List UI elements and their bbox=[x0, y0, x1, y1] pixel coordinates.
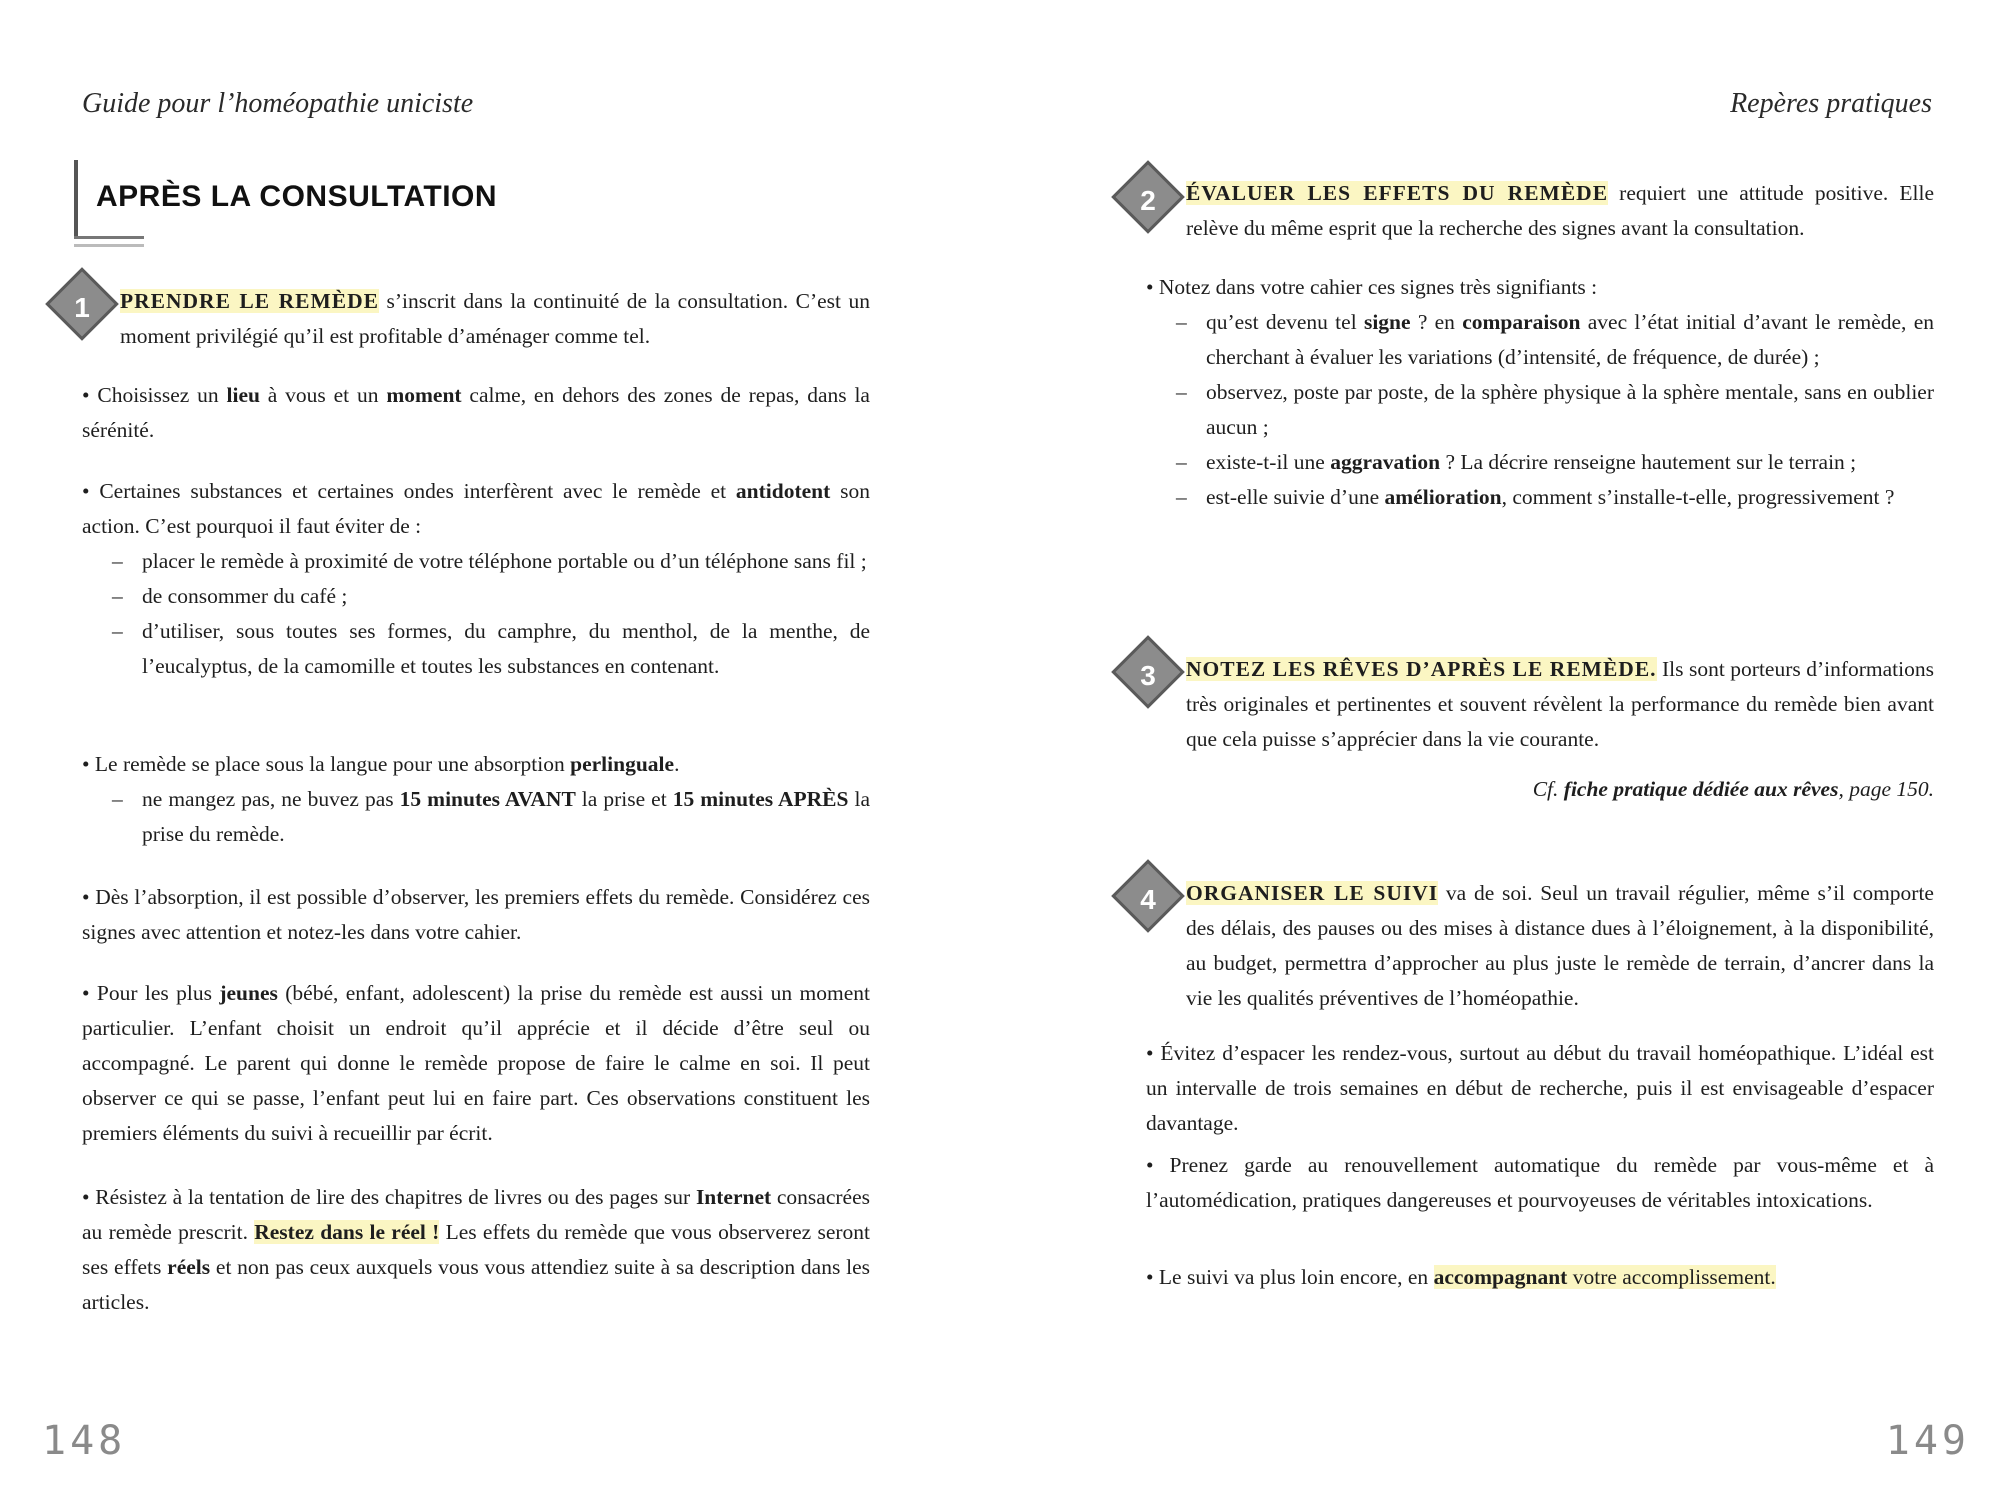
antidote-list bbox=[82, 544, 870, 684]
step-4-heading: ORGANISER LE SUIVI bbox=[1186, 881, 1439, 905]
step-3-text: Ils sont porteurs d’informations très originales et pertinentes et souvent révèlent la performance du remède bien avant que cela puisse s’apprécier dans la vie courante. bbox=[1186, 657, 1934, 751]
step-2-text: requiert une attitude positive. Elle relève du même esprit que la recherche des signes avant la consultation. bbox=[1186, 181, 1934, 240]
bullet-jeunes: • Pour les plus jeunes (bébé, enfant, adolescent) la prise du remède est aussi un moment particulier. L’enfant choisit un endroit qu’il apprécie et il décide d’être seul ou accompagné. Le parent qui donne le remède propose de faire le calme en soi. Il peut observer ce qui se passe, l’enfant peut lui en faire part. Ces observations constituent les premiers éléments du suivi à recueillir par écrit. bbox=[82, 981, 870, 1145]
page-number: 149 bbox=[1885, 1418, 1970, 1464]
bullet-signes: • Notez dans votre cahier ces signes très signifiants : – qu’est devenu tel signe ? en comparaison avec l’état initial d’avant le remède, en cherchant à évaluer les variations (d’intensité, de fréquence, de durée) ; – observez, poste par poste, de la sphère physique à la sphère mentale, sans en oublier aucun ; – existe-t-il une aggravation ? La décrire renseigne hautement sur le terrain ; – est-elle suivie d’une amélioration, comment s’installe-t-elle, progressivement ? bbox=[1146, 270, 1934, 515]
keyword: moment bbox=[386, 383, 462, 407]
bullet-lieu-moment: • Choisissez un lieu à vous et un moment calme, en dehors des zones de repas, dans la sérénité. bbox=[82, 383, 870, 442]
step-1-paragraph bbox=[120, 284, 870, 354]
page-number: 148 bbox=[42, 1418, 127, 1464]
keyword: lieu bbox=[226, 383, 260, 407]
step-badge-1 bbox=[45, 267, 119, 341]
bullet-accompagnement: • Le suivi va plus loin encore, en accompagnant votre accomplissement. bbox=[1146, 1265, 1776, 1289]
step-4-text: va de soi. Seul un travail régulier, même s’il comporte des délais, des pauses ou des mises à distance dues à l’éloignement, à la disponibilité, au budget, permettra d’approcher au plus juste le remède de terrain, d’ancrer dans la vie les qualités préventives de l’homéopathie. bbox=[1186, 881, 1934, 1010]
section-rule-secondary bbox=[74, 244, 144, 247]
bullet-internet: • Résistez à la tentation de lire des chapitres de livres ou des pages sur Internet consacrées au remède prescrit. Restez dans le réel ! Les effets du remède que vous observerez seront ses effets réels et non pas ceux auxquels vous vous attendiez suite à sa description dans les articles. bbox=[82, 1185, 870, 1314]
list-item: – d’utiliser, sous toutes ses formes, du camphre, du menthol, de la menthe, de l’eucalyptus, de la camomille et toutes les substances en contenant. bbox=[82, 614, 870, 684]
right-page bbox=[1000, 0, 2000, 1500]
step-3-paragraph bbox=[1186, 652, 1934, 757]
step-badge-4 bbox=[1111, 859, 1185, 933]
list-item: – qu’est devenu tel signe ? en comparaison avec l’état initial d’avant le remède, en cherchant à évaluer les variations (d’intensité, de fréquence, de durée) ; bbox=[1146, 305, 1934, 375]
step-badge-2 bbox=[1111, 160, 1185, 234]
step-1-heading: PRENDRE LE REMÈDE bbox=[120, 289, 380, 313]
list-item: – de consommer du café ; bbox=[82, 579, 870, 614]
running-head: Guide pour l’homéopathie uniciste bbox=[82, 88, 474, 119]
step-number: 4 bbox=[1140, 884, 1156, 916]
step-number: 3 bbox=[1140, 660, 1156, 692]
keyword: perlinguale bbox=[570, 752, 675, 776]
running-head: Repères pratiques bbox=[1730, 88, 1932, 119]
section-rule bbox=[74, 236, 144, 239]
highlight-phrase: Restez dans le réel ! bbox=[254, 1220, 440, 1244]
bullet-automedication: • Prenez garde au renouvellement automatique du remède par vous-même et à l’automédication, pratiques dangereuses et pourvoyeuses de véritables intoxications. bbox=[1146, 1153, 1934, 1212]
list-item: – existe-t-il une aggravation ? La décrire renseigne hautement sur le terrain ; bbox=[1146, 445, 1934, 480]
step-1-text: s’inscrit dans la continuité de la consultation. C’est un moment privilégié qu’il est profitable d’aménager comme tel. bbox=[120, 289, 871, 348]
cross-reference: Cf. fiche pratique dédiée aux rêves, page 150. bbox=[1532, 777, 1934, 801]
keyword: jeunes bbox=[219, 981, 278, 1005]
list-item: – ne mangez pas, ne buvez pas 15 minutes AVANT la prise et 15 minutes APRÈS la prise du remède. bbox=[82, 782, 870, 852]
bullet-perlinguale: • Le remède se place sous la langue pour une absorption perlinguale. – ne mangez pas, ne buvez pas 15 minutes AVANT la prise et 15 minutes APRÈS la prise du remède. bbox=[82, 747, 870, 852]
keyword: réels bbox=[167, 1255, 211, 1279]
list-item: – est-elle suivie d’une amélioration, comment s’installe-t-elle, progressivement ? bbox=[1146, 480, 1934, 515]
list-item: – placer le remède à proximité de votre téléphone portable ou d’un téléphone sans fil ; bbox=[82, 544, 870, 579]
reference-title: fiche pratique dédiée aux rêves bbox=[1563, 777, 1839, 801]
step-number: 2 bbox=[1140, 185, 1156, 217]
keyword: accompagnant bbox=[1433, 1265, 1568, 1289]
bullet-antidotes: • Certaines substances et certaines ondes interfèrent avec le remède et antidotent son action. C’est pourquoi il faut éviter de : – placer le remède à proximité de votre téléphone portable ou d’un téléphone sans fil ; – de consommer du café ; – d’utiliser, sous toutes ses formes, du camphre, du menthol, de la menthe, de l’eucalyptus, de la camomille et toutes les substances en contenant. bbox=[82, 474, 870, 684]
list-item: – observez, poste par poste, de la sphère physique à la sphère mentale, sans en oublier aucun ; bbox=[1146, 375, 1934, 445]
step-badge-3 bbox=[1111, 635, 1185, 709]
step-3-heading: NOTEZ LES RÊVES D’APRÈS LE REMÈDE. bbox=[1186, 657, 1657, 681]
keyword: Internet bbox=[695, 1185, 772, 1209]
keyword: antidotent bbox=[735, 479, 831, 503]
bullet-absorption: • Dès l’absorption, il est possible d’observer, les premiers effets du remède. Considérez ces signes avec attention et notez-les dans votre cahier. bbox=[82, 885, 870, 944]
step-number: 1 bbox=[74, 292, 90, 324]
step-4-paragraph bbox=[1186, 876, 1934, 1016]
section-bracket bbox=[74, 160, 78, 236]
section-title: APRÈS LA CONSULTATION bbox=[96, 180, 498, 213]
step-2-heading: ÉVALUER LES EFFETS DU REMÈDE bbox=[1186, 181, 1609, 205]
step-2-paragraph bbox=[1186, 176, 1934, 246]
bullet-rendez-vous: • Évitez d’espacer les rendez-vous, surtout au début du travail homéopathique. L’idéal est un intervalle de trois semaines en début de recherche, puis il est envisageable d’espacer davantage. bbox=[1146, 1041, 1934, 1135]
